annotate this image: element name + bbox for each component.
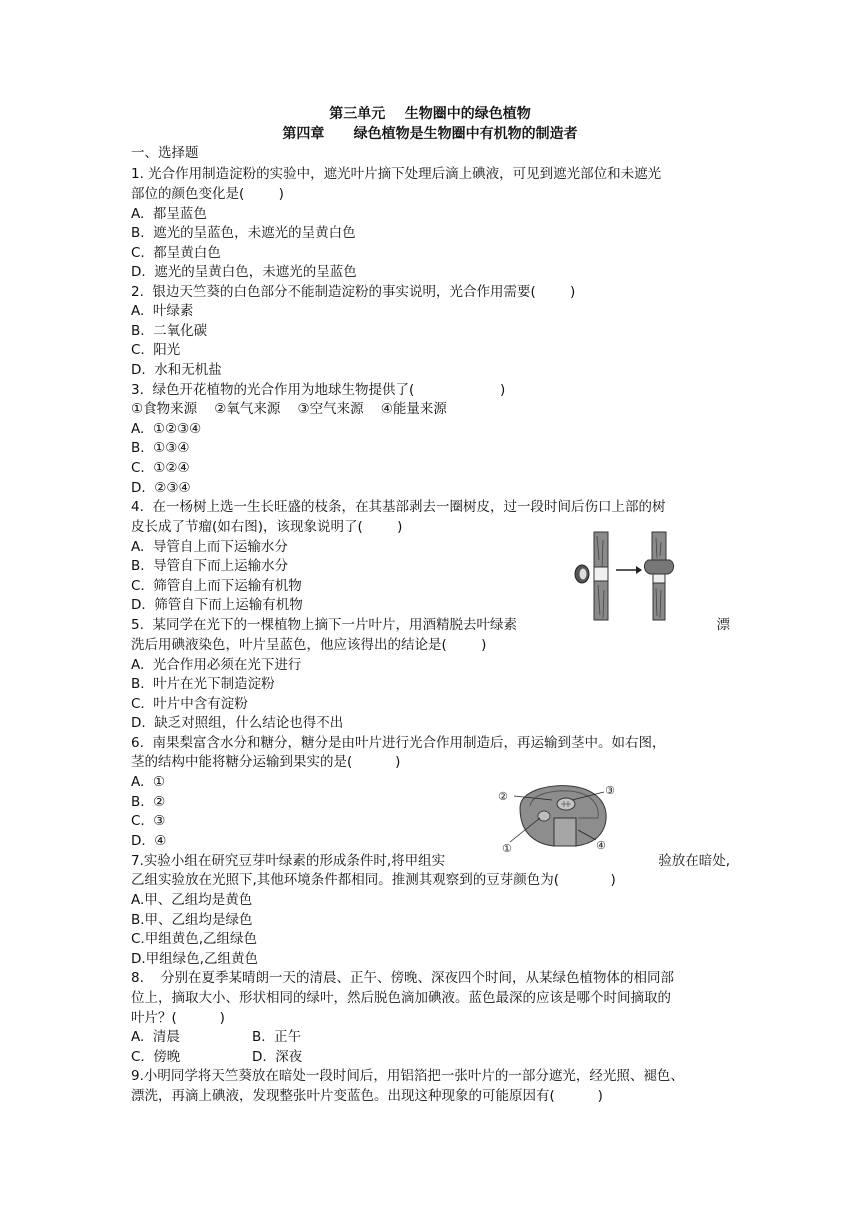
q1-option-d: D. 遮光的呈黄白色，未遮光的呈蓝色 xyxy=(131,264,357,280)
q3-option-d: D. ②③④ xyxy=(131,480,191,496)
q8-stem-line3: 叶片？( ) xyxy=(131,1010,225,1026)
q4-option-a: A. 导管自上而下运输水分 xyxy=(131,539,288,555)
q7-option-d: D.甲组绿色,乙组黄色 xyxy=(131,951,258,967)
q1-option-a: A. 都呈蓝色 xyxy=(131,206,207,222)
q6-option-c: C. ③ xyxy=(131,813,166,829)
q3-stem: 3. 绿色开花植物的光合作用为地球生物提供了( ) xyxy=(131,382,506,398)
q4-option-c: C. 筛管自上而下运输有机物 xyxy=(131,578,302,594)
unit-title: 第三单元 生物圈中的绿色植物 xyxy=(329,106,531,122)
q1-stem-line2: 部位的颜色变化是( ) xyxy=(131,186,284,202)
q6-option-d: D. ④ xyxy=(131,833,167,849)
q2-option-b: B. 二氧化碳 xyxy=(131,323,208,339)
q2-option-d: D. 水和无机盐 xyxy=(131,362,222,378)
q4-stem-line1: 4. 在一杨树上选一生长旺盛的枝条，在其基部剥去一圈树皮，过一段时间后伤口上部的树 xyxy=(131,499,666,515)
q5-option-b: B. 叶片在光下制造淀粉 xyxy=(131,676,275,692)
q9-stem-line1: 9.小明同学将天竺葵放在暗处一段时间后，用铝箔把一张叶片的一部分遮光，经光照、褪色、 xyxy=(131,1068,684,1084)
q8-stem-line1: 8. 分别在夏季某晴朗一天的清晨、正午、傍晚、深夜四个时间，从某绿色植物体的相同部 xyxy=(131,970,675,986)
section-heading: 一、选择题 xyxy=(131,145,199,161)
q4-option-b: B. 导管自下而上运输水分 xyxy=(131,558,289,574)
bark-girdling-figure xyxy=(572,530,684,622)
q4-stem-line2: 皮长成了节瘤(如右图)，该现象说明了( ) xyxy=(131,519,403,535)
q5-option-a: A. 光合作用必须在光下进行 xyxy=(131,657,302,673)
stem-label-2: ② xyxy=(498,790,508,803)
q7-stem-line1-right: 验放在暗处, xyxy=(658,853,730,869)
chapter-title: 第四章 绿色植物是生物圈中有机物的制造者 xyxy=(282,126,578,142)
q5-option-d: D. 缺乏对照组，什么结论也得不出 xyxy=(131,715,344,731)
q2-option-c: C. 阳光 xyxy=(131,342,181,358)
q7-stem-line2: 乙组实验放在光照下,其他环境条件都相同。推测其观察到的豆芽颜色为( ) xyxy=(131,872,616,888)
q4-option-d: D. 筛管自下而上运输有机物 xyxy=(131,597,303,613)
q8-option-c: C. 傍晚 xyxy=(131,1049,181,1065)
q6-option-a: A. ① xyxy=(131,774,165,790)
q1-option-c: C. 都呈黄白色 xyxy=(131,245,221,261)
q8-option-a: A. 清晨 xyxy=(131,1029,180,1045)
q8-option-b: B. 正午 xyxy=(252,1029,302,1045)
q7-stem-line1-left: 7.实验小组在研究豆芽叶绿素的形成条件时,将甲组实 xyxy=(131,853,446,869)
q3-items: ①食物来源 ②氧气来源 ③空气来源 ④能量来源 xyxy=(131,401,447,417)
q8-option-d: D. 深夜 xyxy=(252,1049,303,1065)
q7-option-c: C.甲组黄色,乙组绿色 xyxy=(131,931,258,947)
stem-cross-section-figure xyxy=(496,778,620,856)
q7-option-a: A.甲、乙组均是黄色 xyxy=(131,892,253,908)
q5-stem-line1-left: 5. 某同学在光下的一棵植物上摘下一片叶片，用酒精脱去叶绿素 xyxy=(131,617,517,633)
q2-stem: 2. 银边天竺葵的白色部分不能制造淀粉的事实说明，光合作用需要( ) xyxy=(131,284,576,300)
q1-stem-line1: 1. 光合作用制造淀粉的实验中，遮光叶片摘下处理后滴上碘液，可见到遮光部位和未遮光 xyxy=(131,166,662,182)
q5-option-c: C. 叶片中含有淀粉 xyxy=(131,696,248,712)
q6-stem-line1: 6. 南果梨富含水分和糖分，糖分是由叶片进行光合作用制造后，再运输到茎中。如右图， xyxy=(131,735,666,751)
q9-stem-line2: 漂洗，再滴上碘液，发现整张叶片变蓝色。出现这种现象的可能原因有( ) xyxy=(131,1088,603,1104)
q5-stem-line1-right: 漂 xyxy=(716,617,730,633)
q6-stem-line2: 茎的结构中能将糖分运输到果实的是( ) xyxy=(131,754,401,770)
q2-option-a: A. 叶绿素 xyxy=(131,303,194,319)
stem-label-4: ④ xyxy=(596,839,606,852)
q3-option-b: B. ①③④ xyxy=(131,440,190,456)
q8-stem-line2: 位上，摘取大小、形状相同的绿叶，然后脱色滴加碘液。蓝色最深的应该是哪个时间摘取的 xyxy=(131,990,671,1006)
q3-option-c: C. ①②④ xyxy=(131,460,190,476)
q6-option-b: B. ② xyxy=(131,794,166,810)
stem-label-3: ③ xyxy=(605,784,615,797)
q3-option-a: A. ①②③④ xyxy=(131,421,202,437)
q5-stem-line1 xyxy=(131,615,730,635)
q5-stem-line2: 洗后用碘液染色，叶片呈蓝色，他应该得出的结论是( ) xyxy=(131,637,487,653)
q7-stem-line1 xyxy=(131,851,730,871)
q7-option-b: B.甲、乙组均是绿色 xyxy=(131,912,253,928)
q1-option-b: B. 遮光的呈蓝色，未遮光的呈黄白色 xyxy=(131,225,356,241)
stem-label-1: ① xyxy=(502,842,512,855)
